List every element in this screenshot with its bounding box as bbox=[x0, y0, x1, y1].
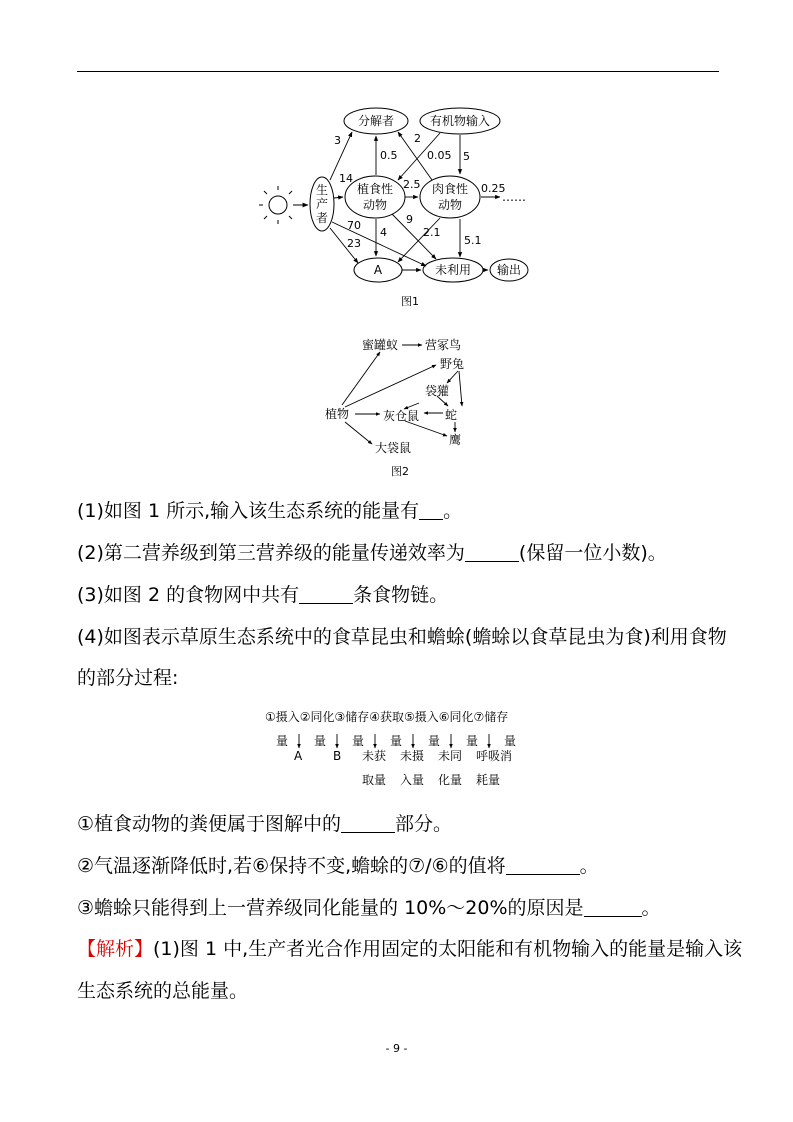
answer-blank[interactable] bbox=[584, 896, 642, 917]
analysis-line1: 【解析】(1)图 1 中,生产者光合作用固定的太阳能和有机物输入的能量是输入该 bbox=[77, 938, 743, 960]
eagle-label: 鹰 bbox=[449, 433, 462, 447]
svg-text:A: A bbox=[294, 749, 303, 763]
answer-blank[interactable] bbox=[299, 583, 353, 604]
svg-text:呼吸消: 呼吸消 bbox=[476, 749, 513, 763]
svg-text:未同: 未同 bbox=[438, 749, 463, 763]
answer-blank[interactable] bbox=[506, 854, 580, 875]
svg-text:5.1: 5.1 bbox=[464, 234, 482, 247]
analysis-tag: 【解析】 bbox=[77, 938, 154, 960]
svg-text:2.5: 2.5 bbox=[403, 178, 421, 191]
sub-question-1: ①植食动物的粪便属于图解中的 部分。 bbox=[77, 813, 453, 835]
svg-text:5: 5 bbox=[463, 150, 470, 163]
svg-text:取量: 取量 bbox=[362, 773, 387, 787]
svg-text:者: 者 bbox=[315, 211, 329, 225]
svg-text:肉食性: 肉食性 bbox=[431, 182, 469, 196]
bird-label: 营冢鸟 bbox=[425, 338, 462, 352]
question-1: (1)如图 1 所示,输入该生态系统的能量有 。 bbox=[77, 500, 463, 522]
figure1-caption: 图1 bbox=[401, 295, 419, 308]
energy-process-diagram bbox=[255, 704, 555, 794]
snake-label: 蛇 bbox=[445, 408, 458, 422]
svg-text:未利用: 未利用 bbox=[434, 263, 472, 277]
header-rule bbox=[77, 71, 719, 72]
svg-text:植食性: 植食性 bbox=[356, 182, 394, 196]
svg-text:有机物输入: 有机物输入 bbox=[429, 114, 491, 128]
analysis-line2: 生态系统的总能量。 bbox=[77, 980, 249, 1002]
svg-text:分解者: 分解者 bbox=[357, 114, 395, 128]
question-2: (2)第二营养级到第三营养级的能量传递效率为 (保留一位小数)。 bbox=[77, 542, 667, 564]
kangaroo-label: 大袋鼠 bbox=[375, 441, 412, 455]
svg-text:70: 70 bbox=[347, 219, 361, 232]
figure1-energy-flow-diagram bbox=[250, 100, 550, 315]
svg-text:量: 量 bbox=[390, 734, 403, 748]
svg-text:14: 14 bbox=[339, 172, 353, 185]
question-4-line2: 的部分过程: bbox=[77, 667, 179, 689]
svg-text:未摄: 未摄 bbox=[400, 749, 425, 763]
plant-label: 植物 bbox=[325, 407, 350, 421]
svg-text:动物: 动物 bbox=[362, 198, 388, 212]
svg-text:量: 量 bbox=[428, 734, 441, 748]
answer-blank[interactable] bbox=[465, 541, 519, 562]
question-3: (3)如图 2 的食物网中共有 条食物链。 bbox=[77, 584, 449, 606]
process-header: ①摄入②同化③储存④获取⑤摄入⑥同化⑦储存 bbox=[265, 710, 509, 724]
svg-text:3: 3 bbox=[334, 134, 341, 147]
svg-text:量: 量 bbox=[314, 734, 327, 748]
cat-label: 袋獾 bbox=[425, 384, 450, 398]
svg-text:动物: 动物 bbox=[437, 198, 463, 212]
answer-blank[interactable] bbox=[419, 499, 443, 520]
svg-text:量: 量 bbox=[466, 734, 479, 748]
svg-text:2: 2 bbox=[414, 132, 421, 145]
answer-blank[interactable] bbox=[341, 812, 395, 833]
question-4-line1: (4)如图表示草原生态系统中的食草昆虫和蟾蜍(蟾蜍以食草昆虫为食)利用食物 bbox=[77, 626, 727, 648]
ant-label: 蜜罐蚁 bbox=[362, 338, 399, 352]
svg-text:量: 量 bbox=[504, 734, 517, 748]
figure2-caption: 图2 bbox=[391, 465, 409, 478]
svg-text:未获: 未获 bbox=[362, 749, 387, 763]
svg-text:23: 23 bbox=[347, 237, 361, 250]
sun-icon bbox=[259, 186, 297, 224]
svg-text:化量: 化量 bbox=[438, 773, 463, 787]
rabbit-label: 野兔 bbox=[440, 357, 465, 371]
mouse-label: 灰仓鼠 bbox=[383, 409, 420, 423]
svg-text:……: …… bbox=[502, 190, 526, 204]
svg-text:0.05: 0.05 bbox=[427, 149, 452, 162]
svg-text:4: 4 bbox=[380, 226, 387, 239]
svg-text:量: 量 bbox=[352, 734, 365, 748]
svg-text:A: A bbox=[373, 263, 383, 277]
svg-text:2.1: 2.1 bbox=[423, 226, 441, 239]
svg-text:耗量: 耗量 bbox=[476, 773, 501, 787]
page-number: - 9 - bbox=[385, 1042, 408, 1055]
svg-text:生: 生 bbox=[315, 183, 329, 197]
svg-text:输出: 输出 bbox=[496, 263, 522, 277]
svg-text:0.25: 0.25 bbox=[481, 182, 506, 195]
sub-question-2: ②气温逐渐降低时,若⑥保持不变,蟾蜍的⑦/⑥的值将 。 bbox=[77, 855, 599, 877]
svg-text:入量: 入量 bbox=[400, 773, 425, 787]
svg-text:量: 量 bbox=[276, 734, 289, 748]
figure2-food-web bbox=[320, 330, 480, 480]
svg-text:9: 9 bbox=[406, 213, 413, 226]
sub-question-3: ③蟾蜍只能得到上一营养级同化能量的 10%～20%的原因是 。 bbox=[77, 897, 661, 919]
svg-text:产: 产 bbox=[315, 197, 329, 211]
svg-text:0.5: 0.5 bbox=[380, 149, 398, 162]
svg-text:B: B bbox=[333, 749, 342, 763]
